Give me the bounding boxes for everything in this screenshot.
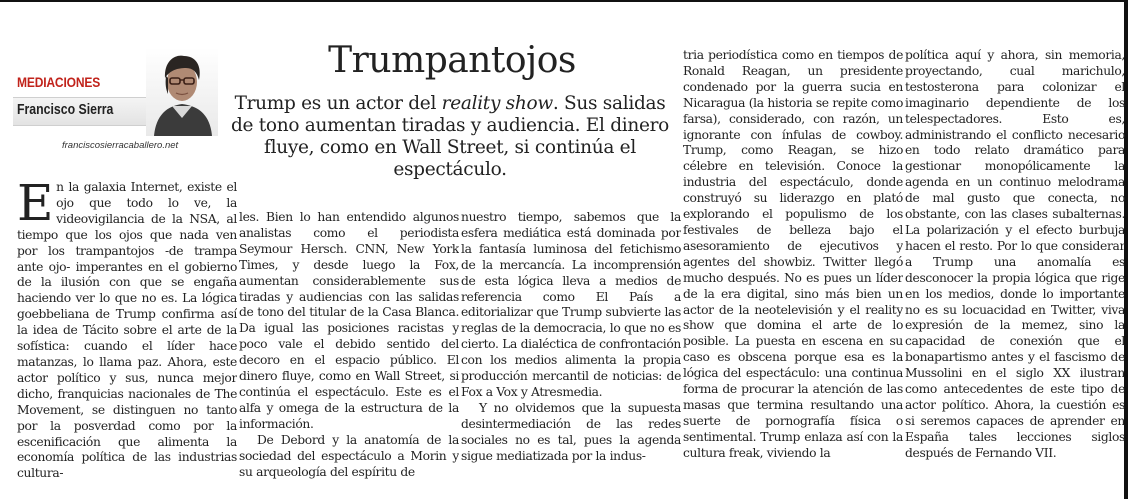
section-label: MEDIACIONES [17,74,101,90]
body-column-3 [461,210,681,488]
author-website: franciscosierracaballero.net [62,140,179,151]
body-column-2 [239,210,459,488]
headline: Trumpantojos [328,40,576,81]
body-paragraph: les. Bien lo han entendido algunos analistas como el periodista Seymour Hersch. CNN, New York Times, y desde luego la Fox, aumentan considerablemente sus tiradas y audiencias con las salidas de tono del titular de la Casa Blanca. Da igual las posiciones racistas y poco vale el debido sentido del decoro en el espacio público. El dinero fluye, como en Wall Street, si continúa el espectáculo. Este es el alfa y omega de la estructura de la información. [239,210,459,431]
author-name: Francisco Sierra [17,101,114,118]
body-column-1 [17,180,237,485]
body-paragraph: Y no olvidemos que la supuesta desintermediación de las redes sociales no es tal, pues la agenda sigue mediatizada por la indus- [461,400,681,463]
body-paragraph: n la galaxia Internet, existe el ojo que todo lo ve, la videovigilancia de la NSA, al tiempo que los ojos que nada ven por los trampantojos -de trampa ante ojo- imperantes en el gobierno de la ilusión con que se engaña haciendo ver lo que no es. La lógica goebbeliana de Trump confirma así la idea de Tácito sobre el arte de la sofística: cuando el líder hace matanzas, lo llama paz. Ahora, este actor político y sus, nunca mejor dicho, franquicias nacionales de The Movement, se distinguen no tanto por la posverdad como por la escenificación que alimenta la economía política de las industrias cultura- [17,180,237,481]
drop-cap: E [17,180,54,232]
deck [230,93,670,181]
deck-emphasis: reality show [441,93,553,114]
body-paragraph: nuestro tiempo, sabemos que la esfera mediática está dominada por la fantasía luminosa del fetichismo de la mercancía. La incomprensión de esta lógica lleva a medios de referencia como El País a editorializar que Trump subvierte las reglas de la democracia, lo que no es cierto. La dialéctica de confrontación con los medios alimenta la propia producción mercantil de noticias: de Fox a Vox y Atresmedia. [461,210,681,399]
deck-text: . Sus salidas de tono aumentan tiradas y audiencia. El dinero fluye, como en Wall Street, si continúa el espectáculo. [230,93,670,180]
deck-text: Trump es un actor del [234,93,442,114]
top-rule [0,0,1128,2]
body-paragraph: política aquí y ahora, sin memoria, proyectando, cual marichulo, testosterona para colonizar el imaginario dependiente de los telespectadores. Esto es, administrando el conflicto necesario en todo relato dramático para gestionar monopólicamente la agenda en un continuo melodrama de mal gusto que conecta, no obstante, con las clases subalternas. La polarización y el efecto burbuja hacen el resto. Por lo que considerar a Trump una anomalía es desconocer la propia lógica que rige en los medios, donde lo importante no es su locuacidad en Twitter, viva expresión de la memez, sino la capacidad de conexión que el bonapartismo antes y el fascismo de Mussolini en el siglo XX ilustran como antecedentes de este tipo de actor político. Ahora, la cuestión es si seremos capaces de aprender en España tales lecciones siglos después de Fernando VII. [905,48,1125,460]
body-column-4 [683,48,903,488]
body-paragraph: De Debord y la anatomía de la sociedad del espectáculo a Morin y su arqueología del espíritu de [239,432,459,479]
body-paragraph: tria periodística como en tiempos de Ronald Reagan, un presidente condenado por la guerra sucia en Nicaragua (la historia se repite como farsa), considerado, con razón, un ignorante con ínfulas de cowboy. Trump, como Reagan, se hizo célebre en televisión. Conoce la industria del espectáculo, donde construyó su liderazgo en plató explorando el populismo de los festivales de belleza bajo el asesoramiento de ejecutivos y agentes del showbiz. Twitter llegó mucho después. No es pues un líder de la era digital, sino más bien un actor de la neotelevisión y el reality show que domina el arte de lo posible. La puesta en escena en su caso es obscena porque esa es la lógica del espectáculo: una continua forma de procurar la atención de las masas que termina resultando una suerte de pornografía física o sentimental. Trump enlaza así con la cultura freak, viviendo la [683,48,903,460]
body-column-5 [905,48,1125,488]
author-photo [146,48,218,136]
